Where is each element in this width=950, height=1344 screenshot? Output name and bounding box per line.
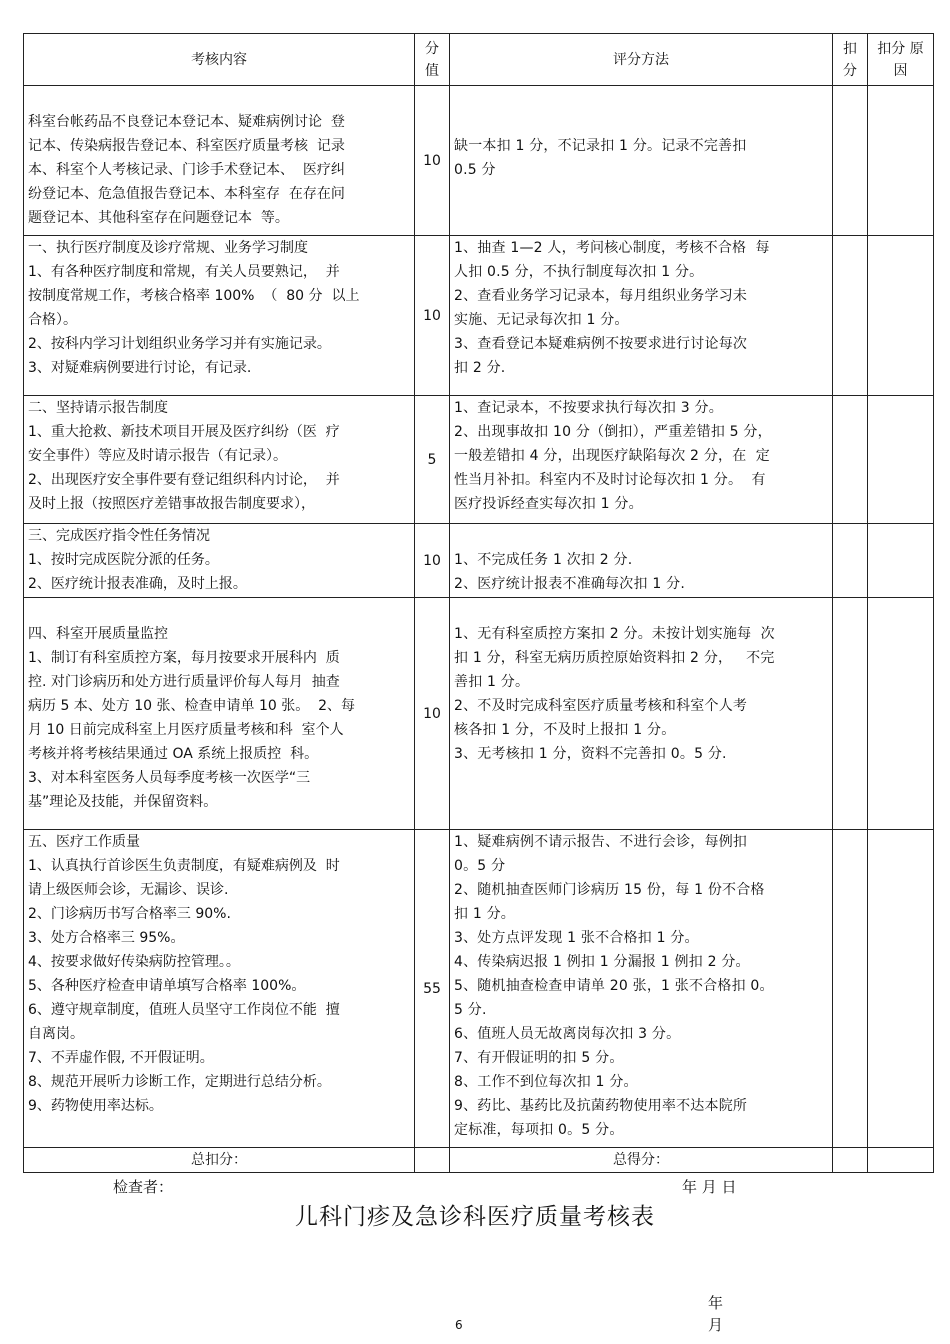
method-line: 2、不及时完成科室医疗质量考核和科室个人考 <box>454 698 748 714</box>
reason-cell <box>868 86 934 236</box>
deduct-cell <box>833 598 868 830</box>
method-line: 缺一本扣 1 分，不记录扣 1 分。记录不完善扣 <box>454 138 747 154</box>
content-line <box>28 598 410 622</box>
content-line: 控. 对门诊病历和处方进行质量评价每人每月 抽查 <box>28 674 340 690</box>
total-deduct-label: 总扣分： <box>24 1148 415 1173</box>
method-cell <box>450 236 833 396</box>
content-cell <box>24 396 415 524</box>
content-cell <box>24 86 415 236</box>
method-line: 2、查看业务学习记录本，每月组织业务学习未 <box>454 288 748 304</box>
content-line: 4、按要求做好传染病防控管理。。 <box>28 954 240 970</box>
method-line: 实施、无记录每次扣 1 分。 <box>454 312 629 328</box>
year-month-label: 年 月 <box>708 1294 724 1334</box>
header-score: 分 值 <box>415 34 450 86</box>
method-line: 0.5 分 <box>454 162 496 178</box>
content-line: 2、出现医疗安全事件要有登记组织科内讨论， 并 <box>28 472 340 488</box>
method-cell <box>450 86 833 236</box>
total-reason-cell <box>868 1148 934 1173</box>
content-line: 6、遵守规章制度，值班人员坚守工作岗位不能 擅 <box>28 1002 340 1018</box>
content-line: 1、制订有科室质控方案，每月按要求开展科内 质 <box>28 650 340 666</box>
method-cell <box>450 830 833 1148</box>
score-cell: 10 <box>415 524 450 598</box>
content-line: 及时上报（按照医疗差错事故报告制度要求）， <box>28 496 315 512</box>
content-line: 1、按时完成医院分派的任务。 <box>28 552 219 568</box>
method-line <box>454 110 828 134</box>
method-cell <box>450 524 833 598</box>
content-line: 本、科室个人考核记录、门诊手术登记本、 医疗纠 <box>28 162 345 178</box>
method-line: 0。5 分 <box>454 858 506 874</box>
content-line: 5、各种医疗检查申请单填写合格率 100%。 <box>28 978 306 994</box>
inspector-label: 检查者： <box>113 1178 174 1196</box>
score-cell: 10 <box>415 236 450 396</box>
header-content: 考核内容 <box>24 34 415 86</box>
reason-cell <box>868 598 934 830</box>
method-line: 2、出现事故扣 10 分（倒扣），严重差错扣 5 分， <box>454 424 772 440</box>
content-line: 五、医疗工作质量 <box>28 834 140 850</box>
content-line: 月 10 日前完成科室上月医疗质量考核和科 室个人 <box>28 722 344 738</box>
content-line: 8、规范开展听力诊断工作，定期进行总结分析。 <box>28 1074 331 1090</box>
content-line: 二、坚持请示报告制度 <box>28 400 168 416</box>
content-line: 病历 5 本、处方 10 张、检查申请单 10 张。 2、每 <box>28 698 356 714</box>
content-line: 3、处方合格率三 95%。 <box>28 930 185 946</box>
deduct-cell <box>833 830 868 1148</box>
content-line: 3、对本科室医务人员每季度考核一次医学“三 <box>28 770 311 786</box>
score-cell: 10 <box>415 86 450 236</box>
content-line: 安全事件）等应及时请示报告（有记录）。 <box>28 448 287 464</box>
score-cell: 5 <box>415 396 450 524</box>
content-line: 请上级医师会诊，无漏诊、误诊. <box>28 882 229 898</box>
method-line: 1、疑难病例不请示报告、不进行会诊，每例扣 <box>454 834 748 850</box>
method-line: 8、工作不到位每次扣 1 分。 <box>454 1074 638 1090</box>
content-cell <box>24 236 415 396</box>
deduct-cell <box>833 236 868 396</box>
table-row <box>24 396 934 524</box>
reason-cell <box>868 830 934 1148</box>
method-line: 扣 2 分. <box>454 360 506 376</box>
method-line: 1、查记录本，不按要求执行每次扣 3 分。 <box>454 400 723 416</box>
method-line: 1、无有科室质控方案扣 2 分。未按计划实施每 次 <box>454 626 775 642</box>
content-line: 合格）。 <box>28 312 77 328</box>
total-deduct-score <box>415 1148 450 1173</box>
total-deduct-cell <box>833 1148 868 1173</box>
deduct-cell <box>833 524 868 598</box>
document-title: 儿科门疹及急诊科医疗质量考核表 <box>295 1204 655 1230</box>
content-cell <box>24 524 415 598</box>
content-line: 1、重大抢救、新技术项目开展及医疗纠纷（医 疗 <box>28 424 340 440</box>
content-cell <box>24 830 415 1148</box>
method-line: 5 分. <box>454 1002 487 1018</box>
content-line: 科室台帐药品不良登记本登记本、疑难病例讨论 登 <box>28 114 345 130</box>
content-line: 四、科室开展质量监控 <box>28 626 168 642</box>
content-line: 2、医疗统计报表准确，及时上报。 <box>28 576 247 592</box>
method-line: 1、不完成任务 1 次扣 2 分. <box>454 552 633 568</box>
header-method: 评分方法 <box>450 34 833 86</box>
method-line: 定标准，每项扣 0。5 分。 <box>454 1122 624 1138</box>
content-line: 2、按科内学习计划组织业务学习并有实施记录。 <box>28 336 331 352</box>
content-line: 考核并将考核结果通过 OA 系统上报质控 科。 <box>28 746 319 762</box>
method-line: 7、有开假证明的扣 5 分。 <box>454 1050 624 1066</box>
method-line: 2、医疗统计报表不准确每次扣 1 分. <box>454 576 685 592</box>
method-line: 善扣 1 分。 <box>454 674 530 690</box>
method-line: 扣 1 分，科室无病历质控原始资料扣 2 分， 不完 <box>454 650 775 666</box>
content-line: 2、门诊病历书写合格率三 90%. <box>28 906 231 922</box>
method-line: 2、随机抽查医师门诊病历 15 份，每 1 份不合格 <box>454 882 765 898</box>
method-line: 性当月补扣。科室内不及时讨论每次扣 1 分。 有 <box>454 472 766 488</box>
content-line: 7、不弄虚作假, 不开假证明。 <box>28 1050 214 1066</box>
table-row <box>24 236 934 396</box>
content-line: 按制度常规工作，考核合格率 100% （ 80 分 以上 <box>28 288 360 304</box>
method-cell <box>450 598 833 830</box>
table-row <box>24 86 934 236</box>
table-row <box>24 598 934 830</box>
reason-cell <box>868 524 934 598</box>
date-label: 年 月 日 <box>682 1178 737 1196</box>
score-cell: 55 <box>415 830 450 1148</box>
content-line: 三、完成医疗指令性任务情况 <box>28 528 210 544</box>
method-line: 核各扣 1 分，不及时上报扣 1 分。 <box>454 722 676 738</box>
method-cell <box>450 396 833 524</box>
content-line: 9、药物使用率达标。 <box>28 1098 163 1114</box>
deduct-cell <box>833 86 868 236</box>
header-reason: 扣分 原 因 <box>868 34 934 86</box>
method-line: 4、传染病迟报 1 例扣 1 分漏报 1 例扣 2 分。 <box>454 954 750 970</box>
method-line: 扣 1 分。 <box>454 906 516 922</box>
method-line: 5、随机抽查检查申请单 20 张，1 张不合格扣 0。 <box>454 978 774 994</box>
method-line <box>454 86 828 110</box>
content-line: 一、执行医疗制度及诊疗常规、业务学习制度 <box>28 240 308 256</box>
total-score-label: 总得分： <box>450 1148 833 1173</box>
table-row <box>24 830 934 1148</box>
method-line: 人扣 0.5 分，不执行制度每次扣 1 分。 <box>454 264 704 280</box>
method-line: 医疗投诉经查实每次扣 1 分。 <box>454 496 643 512</box>
content-line: 题登记本、其他科室存在问题登记本 等。 <box>28 210 289 226</box>
score-cell: 10 <box>415 598 450 830</box>
method-line: 1、抽查 1—2 人，考问核心制度，考核不合格 每 <box>454 240 770 256</box>
page-number: 6 <box>455 1318 463 1332</box>
content-line: 纷登记本、危急值报告登记本、本科室存 在存在问 <box>28 186 345 202</box>
table-row <box>24 524 934 598</box>
reason-cell <box>868 396 934 524</box>
method-line <box>454 598 828 622</box>
method-line: 9、药比、基药比及抗菌药物使用率不达本院所 <box>454 1098 748 1114</box>
content-line: 1、有各种医疗制度和常规，有关人员要熟记， 并 <box>28 264 340 280</box>
content-cell <box>24 598 415 830</box>
method-line: 3、查看登记本疑难病例不按要求进行讨论每次 <box>454 336 748 352</box>
method-line: 3、处方点评发现 1 张不合格扣 1 分。 <box>454 930 699 946</box>
content-line: 3、对疑难病例要进行讨论，有记录. <box>28 360 252 376</box>
method-line <box>454 524 828 548</box>
content-line: 1、认真执行首诊医生负责制度，有疑难病例及 时 <box>28 858 340 874</box>
content-line: 基”理论及技能，并保留资料。 <box>28 794 218 810</box>
method-line: 一般差错扣 4 分，出现医疗缺陷每次 2 分，在 定 <box>454 448 770 464</box>
deduct-cell <box>833 396 868 524</box>
method-line: 6、值班人员无故离岗每次扣 3 分。 <box>454 1026 681 1042</box>
reason-cell <box>868 236 934 396</box>
content-line <box>28 86 410 110</box>
content-line: 记本、传染病报告登记本、科室医疗质量考核 记录 <box>28 138 345 154</box>
assessment-table <box>23 33 934 1173</box>
header-deduct: 扣 分 <box>833 34 868 86</box>
method-line: 3、无考核扣 1 分，资料不完善扣 0。5 分. <box>454 746 727 762</box>
content-line: 自离岗。 <box>28 1026 84 1042</box>
